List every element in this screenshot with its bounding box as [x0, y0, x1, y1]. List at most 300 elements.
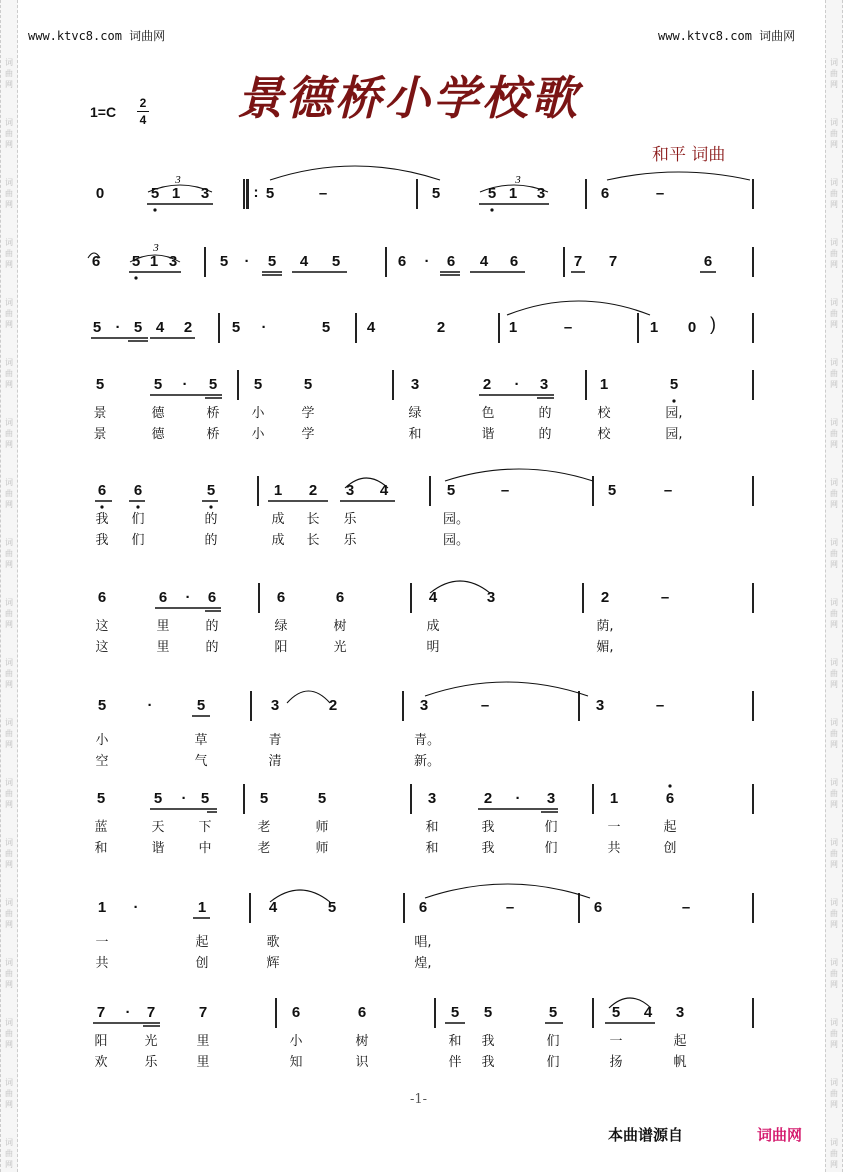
watermark-glyph: 网 — [5, 500, 13, 509]
bar-line — [752, 370, 754, 400]
watermark-glyph: 词 — [5, 178, 13, 187]
watermark-glyph: 网 — [830, 620, 838, 629]
score-note: – — [500, 482, 510, 499]
octave-dot — [153, 208, 156, 211]
score-note: · — [424, 253, 430, 270]
watermark-glyph: 曲 — [830, 1089, 838, 1098]
bar-line — [434, 998, 436, 1028]
lyric-syllable: 成 — [271, 533, 285, 548]
lyric-syllable: 谐 — [481, 427, 495, 442]
lyric-syllable: 里 — [156, 640, 170, 655]
bar-line — [249, 893, 251, 923]
score-note: 6 — [418, 899, 428, 916]
lyric-syllable: 的 — [538, 427, 552, 442]
score-note: – — [655, 697, 665, 714]
watermark-glyph: 曲 — [5, 1089, 13, 1098]
bar-line — [592, 998, 594, 1028]
slur — [445, 469, 593, 481]
triplet-mark: 3 — [515, 174, 521, 186]
score-note: 3 — [168, 253, 178, 270]
watermark-glyph: 词 — [5, 958, 13, 967]
watermark-glyph: 词 — [5, 1078, 13, 1087]
lyric-syllable: 创 — [195, 956, 209, 971]
watermark-glyph: 网 — [5, 380, 13, 389]
watermark-glyph: 网 — [5, 620, 13, 629]
watermark-glyph: 词 — [5, 1018, 13, 1027]
score-note: – — [655, 185, 665, 202]
watermark-glyph: 词 — [830, 898, 838, 907]
lyric-syllable: 我 — [95, 533, 109, 548]
lyric-syllable: 德 — [151, 406, 165, 421]
bar-line — [250, 691, 252, 721]
watermark-glyph: 曲 — [830, 189, 838, 198]
watermark-glyph: 词 — [5, 298, 13, 307]
lyric-syllable: 下 — [198, 820, 212, 835]
octave-dot — [134, 276, 137, 279]
watermark-glyph: 网 — [830, 260, 838, 269]
score-note: 3 — [539, 376, 549, 393]
lyric-syllable: 树 — [355, 1034, 369, 1049]
score-note: · — [133, 899, 139, 916]
lyric-syllable: 青。 — [414, 733, 441, 748]
lyric-syllable: 乐 — [343, 533, 357, 548]
octave-dot — [100, 505, 103, 508]
watermark-glyph: 词 — [830, 778, 838, 787]
watermark-glyph: 网 — [5, 140, 13, 149]
score-note: 5 — [219, 253, 229, 270]
octave-dot — [672, 399, 675, 402]
score-note: 3 — [486, 589, 496, 606]
lyric-syllable: 们 — [544, 841, 558, 856]
watermark-glyph: 网 — [5, 260, 13, 269]
score-note: 1 — [273, 482, 283, 499]
watermark-glyph: 词 — [5, 778, 13, 787]
watermark-glyph: 网 — [830, 440, 838, 449]
score-note: 5 — [131, 253, 141, 270]
bar-line — [385, 247, 387, 277]
watermark-glyph: 曲 — [830, 69, 838, 78]
score-note: 5 — [303, 376, 313, 393]
bar-line — [498, 313, 500, 343]
watermark-glyph: 词 — [830, 418, 838, 427]
watermark-glyph: 词 — [5, 358, 13, 367]
lyric-syllable: 们 — [546, 1034, 560, 1049]
lyric-syllable: 的 — [205, 640, 219, 655]
key-signature: 1=C — [90, 104, 117, 120]
lyric-syllable: 色 — [481, 406, 495, 421]
score-note: 1 — [508, 319, 518, 336]
site-url-left[interactable] — [28, 27, 165, 44]
lyric-syllable: 园。 — [443, 512, 470, 527]
score-note: 4 — [479, 253, 489, 270]
lyric-syllable: 的 — [205, 619, 219, 634]
bar-line — [204, 247, 206, 277]
lyric-syllable: 伴 — [448, 1055, 462, 1070]
watermark-glyph: 词 — [5, 118, 13, 127]
score-note: · — [125, 1004, 131, 1021]
watermark-glyph: 网 — [830, 740, 838, 749]
bar-line — [637, 313, 639, 343]
lyric-syllable: 共 — [607, 841, 621, 856]
watermark-glyph: 曲 — [5, 729, 13, 738]
bar-line — [752, 784, 754, 814]
watermark-glyph: 曲 — [5, 429, 13, 438]
source-brand-link[interactable]: 词曲网 — [757, 1126, 803, 1144]
lyric-syllable: 乐 — [144, 1055, 158, 1070]
lyric-syllable: 们 — [131, 512, 145, 527]
lyric-syllable: 煌, — [414, 956, 432, 971]
bar-line — [257, 476, 259, 506]
watermark-glyph: 曲 — [830, 489, 838, 498]
watermark-glyph: 词 — [5, 58, 13, 67]
lyric-syllable: 园, — [665, 406, 683, 421]
score-note: 4 — [643, 1004, 653, 1021]
score-note: 6 — [91, 253, 101, 270]
watermark-glyph: 网 — [830, 500, 838, 509]
lyric-syllable: 里 — [196, 1055, 210, 1070]
score-note: 2 — [308, 482, 318, 499]
watermark-glyph: 曲 — [830, 129, 838, 138]
bar-line — [578, 691, 580, 721]
octave-dot — [209, 505, 212, 508]
score-note: 4 — [366, 319, 376, 336]
score-note: 0 — [687, 319, 697, 336]
lyric-syllable: 德 — [151, 427, 165, 442]
slur — [287, 691, 330, 703]
lyric-syllable: 老 — [257, 841, 271, 856]
lyric-syllable: 学 — [301, 406, 315, 421]
score-note: 5 — [200, 790, 210, 807]
score-note: 3 — [270, 697, 280, 714]
watermark-glyph: 曲 — [830, 669, 838, 678]
bar-line — [258, 583, 260, 613]
watermark-glyph: 词 — [5, 238, 13, 247]
score-note: – — [563, 319, 573, 336]
watermark-glyph: 词 — [830, 718, 838, 727]
score-note: 6 — [665, 790, 675, 807]
lyric-syllable: 们 — [546, 1055, 560, 1070]
score-note: 1 — [97, 899, 107, 916]
score-note: 6 — [207, 589, 217, 606]
score-note: 2 — [183, 319, 193, 336]
lyric-syllable: 识 — [355, 1055, 369, 1070]
left-watermark-strip — [0, 0, 18, 1172]
site-url-text[interactable]: www.ktvc8.com — [658, 29, 752, 43]
watermark-glyph: 曲 — [5, 1149, 13, 1158]
lyric-syllable: 创 — [663, 841, 677, 856]
score-note: 5 — [95, 376, 105, 393]
score-note: 6 — [357, 1004, 367, 1021]
lyric-syllable: 唱, — [414, 935, 432, 950]
lyric-syllable: 欢 — [94, 1055, 108, 1070]
score-note: 2 — [436, 319, 446, 336]
bar-line — [218, 313, 220, 343]
repeat-bar — [243, 179, 245, 209]
lyric-syllable: 老 — [257, 820, 271, 835]
bar-line — [752, 893, 754, 923]
watermark-glyph: 词 — [5, 418, 13, 427]
score-note: 2 — [600, 589, 610, 606]
lyric-syllable: 们 — [131, 533, 145, 548]
score-note: 5 — [267, 253, 277, 270]
triplet-mark: 3 — [153, 242, 159, 254]
lyric-syllable: 清 — [268, 754, 282, 769]
watermark-glyph: 词 — [5, 838, 13, 847]
watermark-glyph: 网 — [5, 200, 13, 209]
lyric-syllable: 阳 — [274, 640, 288, 655]
lyric-syllable: 空 — [95, 754, 109, 769]
lyric-syllable: 我 — [95, 512, 109, 527]
watermark-glyph: 曲 — [5, 309, 13, 318]
bar-line — [752, 583, 754, 613]
watermark-glyph: 曲 — [830, 1029, 838, 1038]
score-note: 3 — [200, 185, 210, 202]
bar-line — [402, 691, 404, 721]
score-note: 4 — [379, 482, 389, 499]
lyric-syllable: 园。 — [443, 533, 470, 548]
score-note: 3 — [536, 185, 546, 202]
lyric-syllable: 我 — [481, 841, 495, 856]
lyric-syllable: 我 — [481, 1055, 495, 1070]
watermark-glyph: 网 — [5, 740, 13, 749]
watermark-glyph: 曲 — [5, 549, 13, 558]
watermark-glyph: 词 — [830, 1078, 838, 1087]
slur — [270, 166, 440, 180]
score-note: 5 — [153, 790, 163, 807]
score-note: 1 — [197, 899, 207, 916]
lyric-syllable: 景 — [93, 406, 107, 421]
lyric-syllable: 一 — [609, 1034, 623, 1049]
watermark-glyph: 网 — [5, 1100, 13, 1109]
score-note: 6 — [97, 589, 107, 606]
lyric-syllable: 师 — [315, 841, 329, 856]
lyric-syllable: 和 — [425, 841, 439, 856]
watermark-glyph: 网 — [5, 860, 13, 869]
watermark-glyph: 网 — [830, 920, 838, 929]
score-note: 5 — [206, 482, 216, 499]
lyric-syllable: 一 — [95, 935, 109, 950]
watermark-glyph: 曲 — [830, 849, 838, 858]
lyric-syllable: 成 — [271, 512, 285, 527]
bar-line — [275, 998, 277, 1028]
score-note: 2 — [483, 790, 493, 807]
watermark-glyph: 曲 — [5, 369, 13, 378]
score-note: 5 — [231, 319, 241, 336]
score-note: – — [505, 899, 515, 916]
score-note: ) — [710, 314, 716, 334]
triplet-mark: 3 — [175, 174, 181, 186]
lyric-syllable: 光 — [144, 1034, 158, 1049]
score-note: · — [515, 790, 521, 807]
lyric-syllable: 蓝 — [94, 820, 108, 835]
lyric-syllable: 阳 — [94, 1034, 108, 1049]
score-note: – — [480, 697, 490, 714]
score-note: 5 — [450, 1004, 460, 1021]
lyric-syllable: 的 — [538, 406, 552, 421]
watermark-glyph: 曲 — [5, 789, 13, 798]
lyric-syllable: 小 — [251, 406, 265, 421]
watermark-glyph: 曲 — [830, 909, 838, 918]
score-note: 6 — [397, 253, 407, 270]
lyric-syllable: 知 — [289, 1055, 303, 1070]
watermark-glyph: 词 — [5, 478, 13, 487]
bar-line — [752, 179, 754, 209]
score-note: 5 — [97, 697, 107, 714]
watermark-glyph: 词 — [830, 358, 838, 367]
watermark-glyph: 词 — [5, 658, 13, 667]
score-note: 0 — [95, 185, 105, 202]
lyric-syllable: 和 — [448, 1034, 462, 1049]
bar-line — [585, 179, 587, 209]
score-note: 7 — [146, 1004, 156, 1021]
watermark-glyph: 网 — [5, 680, 13, 689]
watermark-glyph: 词 — [5, 598, 13, 607]
lyric-syllable: 荫, — [596, 619, 614, 634]
score-note: 3 — [546, 790, 556, 807]
octave-dot — [490, 208, 493, 211]
lyric-syllable: 的 — [204, 533, 218, 548]
watermark-glyph: 网 — [830, 1040, 838, 1049]
watermark-glyph: 词 — [830, 838, 838, 847]
watermark-glyph: 词 — [830, 58, 838, 67]
lyric-syllable: 草 — [194, 733, 208, 748]
watermark-glyph: 曲 — [830, 249, 838, 258]
lyric-syllable: 媚, — [596, 640, 614, 655]
lyric-syllable: 里 — [196, 1034, 210, 1049]
bar-line — [752, 998, 754, 1028]
bar-line — [410, 583, 412, 613]
lyric-syllable: 光 — [333, 640, 347, 655]
score-note: 6 — [600, 185, 610, 202]
watermark-glyph: 网 — [5, 980, 13, 989]
watermark-glyph: 网 — [5, 320, 13, 329]
right-watermark-strip — [825, 0, 843, 1172]
lyric-syllable: 小 — [95, 733, 109, 748]
lyric-syllable: 青 — [268, 733, 282, 748]
watermark-glyph: 网 — [830, 560, 838, 569]
lyric-syllable: 绿 — [408, 406, 422, 421]
lyric-syllable: 师 — [315, 820, 329, 835]
watermark-glyph: 曲 — [5, 489, 13, 498]
score-note: 6 — [509, 253, 519, 270]
watermark-glyph: 网 — [5, 80, 13, 89]
lyric-syllable: 共 — [95, 956, 109, 971]
score-note: 5 — [265, 185, 275, 202]
watermark-glyph: 词 — [5, 898, 13, 907]
score-note: 4 — [155, 319, 165, 336]
lyric-syllable: 小 — [289, 1034, 303, 1049]
watermark-glyph: 词 — [830, 538, 838, 547]
score-note: 5 — [446, 482, 456, 499]
bar-line — [752, 476, 754, 506]
lyric-syllable: 和 — [94, 841, 108, 856]
score-note: 2 — [328, 697, 338, 714]
score-note: 5 — [611, 1004, 621, 1021]
score-note: 6 — [703, 253, 713, 270]
lyric-syllable: 扬 — [609, 1055, 623, 1070]
score-note: · — [182, 376, 188, 393]
watermark-glyph: 网 — [830, 320, 838, 329]
watermark-glyph: 曲 — [830, 429, 838, 438]
slur — [425, 884, 590, 898]
score-note: – — [663, 482, 673, 499]
watermark-glyph: 词 — [830, 298, 838, 307]
watermark-glyph: 网 — [830, 860, 838, 869]
score-note: 5 — [331, 253, 341, 270]
score-note: 5 — [669, 376, 679, 393]
watermark-glyph: 网 — [830, 380, 838, 389]
watermark-glyph: 曲 — [830, 309, 838, 318]
watermark-glyph: 曲 — [830, 969, 838, 978]
octave-dot — [668, 784, 671, 787]
score-note: 6 — [335, 589, 345, 606]
watermark-glyph: 曲 — [5, 189, 13, 198]
score-note: – — [660, 589, 670, 606]
lyric-syllable: 我 — [481, 820, 495, 835]
watermark-glyph: 曲 — [830, 549, 838, 558]
score-note: · — [244, 253, 250, 270]
bar-line — [410, 784, 412, 814]
song-title: 景德桥小学校歌 — [237, 71, 580, 125]
lyric-syllable: 的 — [204, 512, 218, 527]
lyric-syllable: 校 — [597, 427, 611, 442]
bar-line — [578, 893, 580, 923]
watermark-glyph: 曲 — [5, 669, 13, 678]
lyric-syllable: 新。 — [414, 754, 441, 769]
lyric-syllable: 歌 — [266, 935, 280, 950]
lyric-syllable: 起 — [195, 935, 209, 950]
score-note: 5 — [259, 790, 269, 807]
watermark-glyph: 网 — [830, 140, 838, 149]
watermark-glyph: 网 — [830, 800, 838, 809]
watermark-glyph: 曲 — [5, 609, 13, 618]
score-note: 5 — [327, 899, 337, 916]
site-name-text[interactable]: 词曲网 — [129, 29, 166, 43]
lyric-syllable: 谐 — [151, 841, 165, 856]
bar-line — [752, 313, 754, 343]
watermark-glyph: 曲 — [5, 849, 13, 858]
watermark-glyph: 网 — [830, 200, 838, 209]
score-note: 3 — [345, 482, 355, 499]
site-url-text[interactable]: www.ktvc8.com — [28, 29, 122, 43]
lyric-syllable: 中 — [198, 841, 212, 856]
score-note: – — [318, 185, 328, 202]
site-name-text[interactable]: 词曲网 — [759, 29, 796, 43]
score-note: 5 — [96, 790, 106, 807]
score-note: 3 — [427, 790, 437, 807]
score-note: 7 — [198, 1004, 208, 1021]
lyric-syllable: 长 — [306, 512, 320, 527]
score-note: 5 — [321, 319, 331, 336]
watermark-glyph: 词 — [830, 118, 838, 127]
author-credit: 和平 词曲 — [652, 145, 726, 165]
lyric-syllable: 明 — [426, 640, 440, 655]
lyric-syllable: 我 — [481, 1034, 495, 1049]
score-note: 5 — [431, 185, 441, 202]
slur — [607, 172, 750, 180]
score-note: 5 — [548, 1004, 558, 1021]
lyric-syllable: 景 — [93, 427, 107, 442]
site-url-right[interactable] — [658, 27, 795, 44]
score-note: 5 — [150, 185, 160, 202]
watermark-glyph: 曲 — [5, 69, 13, 78]
meter-top: 2 — [139, 96, 147, 110]
bar-line — [355, 313, 357, 343]
bar-line — [237, 370, 239, 400]
score-note: · — [185, 589, 191, 606]
score-note: 5 — [153, 376, 163, 393]
octave-dot — [136, 505, 139, 508]
